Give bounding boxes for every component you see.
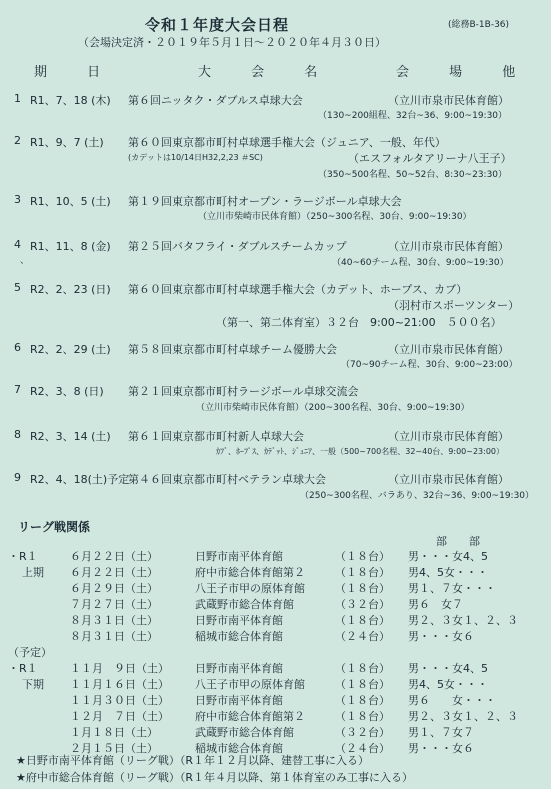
event-8-no: 8: [14, 428, 21, 441]
event-4-venue: （立川市泉市民体育館）: [388, 240, 509, 253]
event-2-venue: （エスフォルタアリーナ八王子）: [348, 152, 512, 165]
event-5-date: R2、2、23 (日): [30, 283, 111, 296]
league-upper-row-div: 男・・・女4、5: [408, 550, 488, 563]
league-lower-row-tables: （１８台）: [335, 694, 390, 707]
event-5-detail: （第一、第二体育室）３２台 9:00~21:00 ５００名）: [216, 316, 502, 329]
league-lower-row-div: 男・・・女4、5: [408, 662, 488, 675]
league-upper-row-date: ６月２２日（土）: [70, 550, 158, 563]
event-4-no: 4: [14, 238, 21, 251]
event-8-name: 第６１回東京都市町村新人卓球大会: [128, 430, 304, 443]
event-1-date: R1、7、18 (木): [30, 94, 111, 107]
league-upper-row-div: 男・・・女６: [408, 630, 474, 643]
event-3-date: R1、10、5 (土): [30, 195, 111, 208]
event-6-venue: （立川市泉市民体育館）: [388, 343, 509, 356]
league-lower-row-venue: 武蔵野市総合体育館: [195, 726, 294, 739]
league-lower-row-date: １１月 ９日（土）: [70, 662, 169, 675]
event-7-date: R2、3、8 (日): [30, 385, 104, 398]
page-title: 令和１年度大会日程: [145, 16, 290, 34]
league-upper-row-date: ８月３１日（土）: [70, 630, 158, 643]
league-lower-row-venue: 稲城市総合体育館: [195, 742, 283, 755]
league-lower-row-venue: 府中市総合体育館第２: [195, 710, 305, 723]
league-upper-row-tables: （１８台）: [335, 550, 390, 563]
league-upper-row-date: ８月３１日（土）: [70, 614, 158, 627]
league-upper-row-tables: （３２台）: [335, 598, 390, 611]
event-6-no: 6: [14, 341, 21, 354]
event-7-name: 第２１回東京都市町村ラージボール卓球交流会: [128, 385, 359, 398]
league-column-header: 部 部: [436, 535, 480, 548]
league-lower-row-div: 男4、5女・・・: [408, 678, 488, 691]
league-upper-row-venue: 日野市南平体育館: [195, 614, 283, 627]
league-upper-row-div: 男２、３女１、２、３: [408, 614, 518, 627]
league-upper-row-venue: 日野市南平体育館: [195, 550, 283, 563]
league-upper-label-1: ・R１: [8, 550, 38, 563]
header-venue: 会 場 他: [396, 65, 534, 80]
league-upper-row-tables: （２４台）: [335, 630, 390, 643]
league-lower-label-2: 下期: [22, 678, 44, 691]
document-code: (総務B-1B-36): [448, 20, 510, 30]
event-2-name: 第６０回東京都市町村卓球選手権大会（ジュニア、一般、年代）: [128, 136, 446, 149]
league-lower-row-venue: 八王子市甲の原体育館: [195, 678, 305, 691]
event-5-venue: （羽村市スポーツンター）: [388, 299, 520, 312]
league-upper-row-venue: 府中市総合体育館第２: [195, 566, 305, 579]
league-planned-label: （予定）: [8, 646, 52, 659]
league-lower-row-venue: 日野市南平体育館: [195, 662, 283, 675]
event-9-venue: （立川市泉市民体育館）: [388, 473, 509, 486]
league-lower-label-1: ・R１: [8, 662, 38, 675]
note-1: ★日野市南平体育館（リーグ戦）（R１年１２月以降、建替工事に入る）: [16, 754, 370, 767]
league-lower-row-div: 男２、３女１、２、３: [408, 710, 518, 723]
event-2-date: R1、9、7 (土): [30, 136, 104, 149]
league-upper-row-venue: 稲城市総合体育館: [195, 630, 283, 643]
league-lower-row-date: １１月３０日（土）: [70, 694, 169, 707]
page-subtitle: （会場決定済・２０１９年５月１日～２０２０年４月３０日）: [78, 36, 386, 49]
event-1-venue: （立川市泉市民体育館）: [388, 94, 509, 107]
header-date: 期 日: [34, 65, 119, 80]
event-8-venue: （立川市泉市民体育館）: [388, 430, 509, 443]
league-lower-row-tables: （１８台）: [335, 710, 390, 723]
event-2-no: 2: [14, 134, 21, 147]
league-lower-row-date: １月１８日（土）: [70, 726, 158, 739]
league-upper-row-div: 男4、5女・・・: [408, 566, 488, 579]
league-lower-row-tables: （２４台）: [335, 742, 390, 755]
league-lower-row-tables: （１８台）: [335, 678, 390, 691]
league-lower-row-div: 男１、７女７: [408, 726, 474, 739]
event-8-detail: ｶﾌﾞ、ﾎｰﾌﾟｽ、ｶﾃﾞｯﾄ、ｼﾞｭﾆｱ、一般（500~700名程、32~40台、9:00~23:00）: [216, 447, 505, 456]
event-6-detail: （70~90チーム程、30台、9:00~23:00）: [341, 360, 518, 370]
event-5-name: 第６０回東京都市町村卓球選手権大会（カデット、ホープス、カブ）: [128, 283, 468, 296]
event-1-no: 1: [14, 92, 21, 105]
event-9-name: 第４６回東京都市町村ベテラン卓球大会: [128, 473, 326, 486]
event-2-detail-left: (カデットは10/14日H32,2,23 ＃SC): [128, 153, 263, 162]
event-4-detail: （40~60チーム程、30台、9:00~19:30）: [332, 258, 509, 268]
event-9-no: 9: [14, 471, 21, 484]
event-6-date: R2、2、29 (土): [30, 343, 111, 356]
event-4-name: 第２５回バタフライ・ダブルスチームカップ: [128, 240, 347, 253]
league-lower-row-date: １２月 ７日（土）: [70, 710, 169, 723]
header-event: 大 会 名: [198, 65, 336, 80]
event-4-date: R1、11、8 (金): [30, 240, 111, 253]
league-upper-row-date: ７月２７日（土）: [70, 598, 158, 611]
league-upper-row-div: 男１、７女・・・: [408, 582, 496, 595]
event-5-no: 5: [14, 281, 21, 294]
league-upper-row-div: 男６ 女７: [408, 598, 463, 611]
league-heading: リーグ戦関係: [18, 520, 91, 534]
league-lower-row-div: 男・・・女６: [408, 742, 474, 755]
event-1-name: 第６回ニッタク・ダブルス卓球大会: [128, 94, 303, 107]
event-1-detail: （130~200組程、32台~36、9:00~19:30）: [318, 111, 508, 121]
event-9-date: R2、4、18(土)予定: [30, 473, 130, 486]
league-upper-label-2: 上期: [22, 566, 44, 579]
league-upper-row-date: ６月２２日（土）: [70, 566, 158, 579]
event-8-date: R2、3、14 (土): [30, 430, 111, 443]
event-6-name: 第５８回東京都市町村卓球チーム優勝大会: [128, 343, 337, 356]
league-lower-row-tables: （１８台）: [335, 662, 390, 675]
league-lower-row-date: ２月１５日（土）: [70, 742, 158, 755]
event-3-name: 第１９回東京都市町村オープン・ラージボール卓球大会: [128, 195, 402, 208]
event-7-detail: （立川市柴崎市民体育館）（200~300名程、30台、9:00~19:30）: [196, 403, 470, 413]
event-4-detail-left: 、: [20, 256, 30, 266]
league-upper-row-tables: （１８台）: [335, 614, 390, 627]
league-lower-row-div: 男６ 女・・・: [408, 694, 496, 707]
league-lower-row-venue: 日野市南平体育館: [195, 694, 283, 707]
event-9-detail: （250~300名程、バラあり、32台~36、9:00~19:30）: [300, 491, 535, 501]
league-upper-row-venue: 八王子市甲の原体育館: [195, 582, 305, 595]
event-7-no: 7: [14, 383, 21, 396]
league-upper-row-venue: 武蔵野市総合体育館: [195, 598, 294, 611]
league-lower-row-date: １１月１６日（土）: [70, 678, 169, 691]
note-2: ★府中市総合体育館（リーグ戦）（R１年４月以降、第１体育室のみ工事に入る）: [16, 771, 414, 784]
event-2-detail: （350~500名程、50~52台、8:30~23:30）: [318, 170, 508, 180]
league-upper-row-tables: （１８台）: [335, 566, 390, 579]
league-upper-row-tables: （１８台）: [335, 582, 390, 595]
league-upper-row-date: ６月２９日（土）: [70, 582, 158, 595]
event-3-detail: （立川市柴崎市民体育館）（250~300名程、30台、9:00~19:30）: [198, 212, 472, 222]
league-lower-row-tables: （３２台）: [335, 726, 390, 739]
event-3-no: 3: [14, 193, 21, 206]
